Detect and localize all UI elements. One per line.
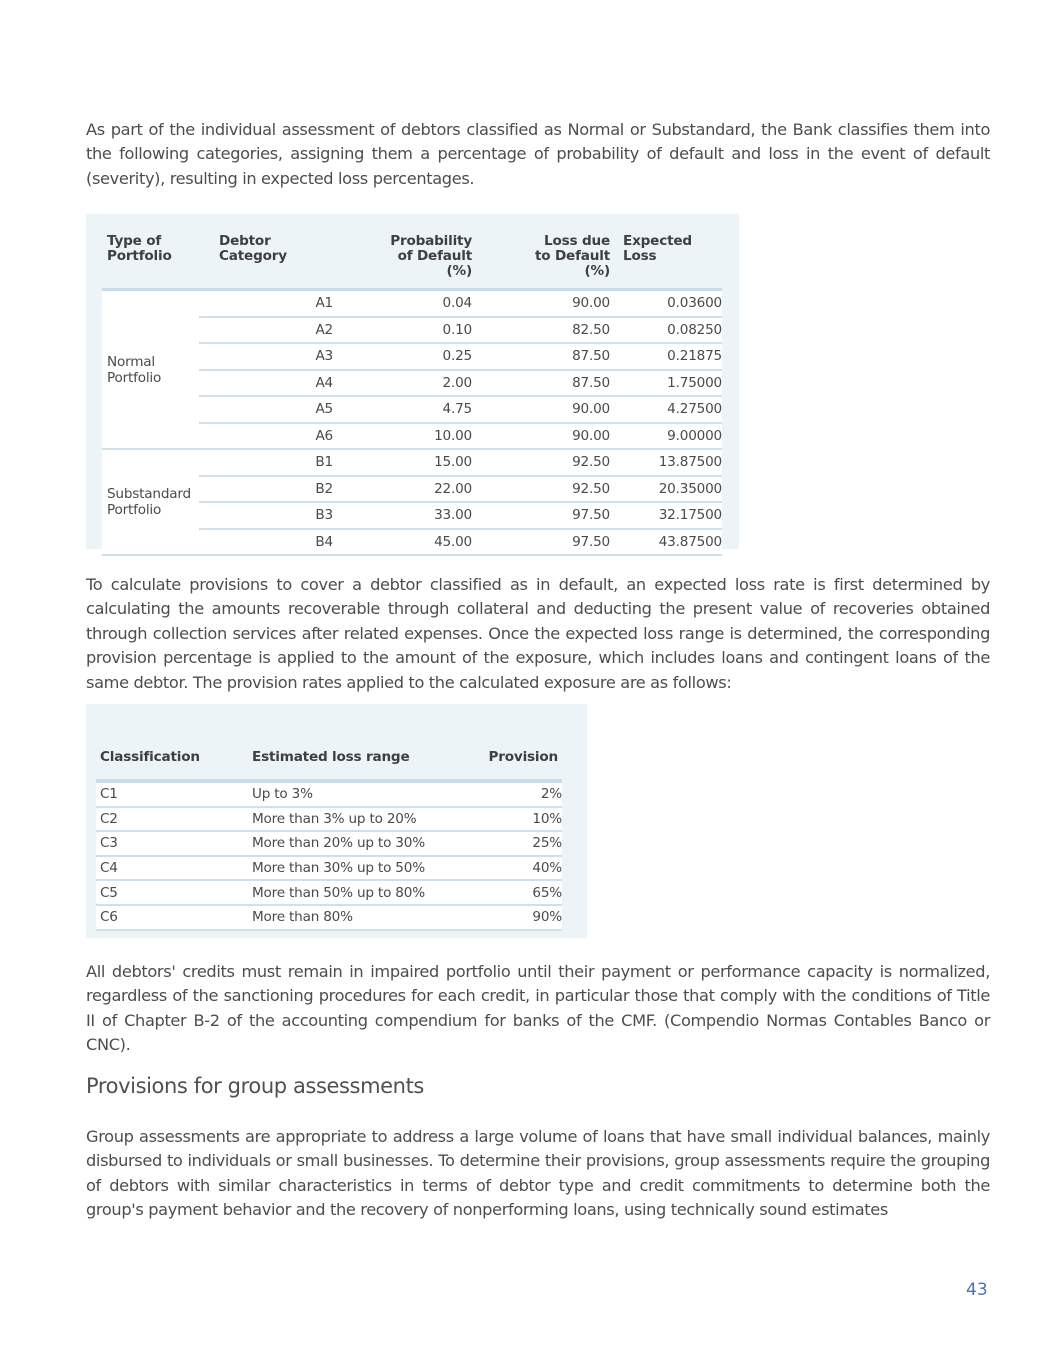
cell-range: More than 30% up to 50% [252,856,472,881]
default-provisions-paragraph: To calculate provisions to cover a debtor classified as in default, an expected loss rate is first determined by calculating the amounts recoverable through collateral and deducting the present value of recoveries obtained through collection services after related expenses. Once the expected loss range is determined, the corresponding provision percentage is applied to the amount of the exposure, which includes loans and contingent loans of the same debtor. The provision rates applied to the calculated exposure are as follows: [86,575,990,692]
cell-lgd: 97.50 [472,502,610,529]
cell-provision: 25% [472,831,562,856]
cell-pd: 0.04 [333,290,472,317]
cell-lgd: 90.00 [472,423,610,450]
cell-classification: C3 [96,831,252,856]
cell-el: 32.17500 [610,502,722,529]
cell-pd: 10.00 [333,423,472,450]
cell-lgd: 87.50 [472,370,610,397]
group-label-substandard: Substandard Portfolio [102,449,199,555]
cell-range: More than 3% up to 20% [252,807,472,832]
group-label-normal: Normal Portfolio [102,290,199,450]
cell-el: 0.08250 [610,317,722,344]
cell-lgd: 90.00 [472,290,610,317]
cell-category: A5 [199,396,333,423]
table-header-row [102,232,722,290]
cell-classification: C4 [96,856,252,881]
cell-category: A2 [199,317,333,344]
cell-classification: C6 [96,905,252,930]
cell-pd: 4.75 [333,396,472,423]
header-portfolio: Type of Portfolio [102,232,199,290]
cell-el: 13.87500 [610,449,722,476]
table-row [96,905,562,930]
cell-lgd: 92.50 [472,449,610,476]
intro-paragraph: As part of the individual assessment of debtors classified as Normal or Substandard, the Bank classifies them into the following categories, assigning them a percentage of probability of default and loss in the event of default (severity), resulting in expected loss percentages. [86,120,990,188]
cell-category: A6 [199,423,333,450]
cell-lgd: 92.50 [472,476,610,503]
cell-el: 0.21875 [610,343,722,370]
cell-classification: C2 [96,807,252,832]
header-classification: Classification [96,735,252,781]
impaired-portfolio-paragraph: All debtors' credits must remain in impaired portfolio until their payment or performance capacity is normalized, regardless of the sanctioning procedures for each credit, in particular those that comply with the conditions of Title II of Chapter B-2 of the accounting compendium for banks of the CMF. (Compendio Normas Contables Banco or CNC). [86,962,990,1055]
cell-el: 0.03600 [610,290,722,317]
cell-pd: 33.00 [333,502,472,529]
cell-pd: 0.25 [333,343,472,370]
table-row [102,290,722,317]
cell-pd: 22.00 [333,476,472,503]
cell-el: 43.87500 [610,529,722,556]
cell-range: More than 20% up to 30% [252,831,472,856]
table-row [96,880,562,905]
cell-pd: 2.00 [333,370,472,397]
cell-lgd: 90.00 [472,396,610,423]
page-number: 43 [966,1280,988,1300]
header-provision: Provision [472,735,562,781]
table-row [96,831,562,856]
cell-pd: 45.00 [333,529,472,556]
cell-el: 1.75000 [610,370,722,397]
cell-category: B1 [199,449,333,476]
cell-category: B4 [199,529,333,556]
cell-range: More than 50% up to 80% [252,880,472,905]
cell-pd: 0.10 [333,317,472,344]
table-row [96,807,562,832]
cell-provision: 10% [472,807,562,832]
cell-category: B3 [199,502,333,529]
cell-category: A3 [199,343,333,370]
cell-el: 9.00000 [610,423,722,450]
table-row [96,781,562,807]
cell-provision: 40% [472,856,562,881]
cell-classification: C5 [96,880,252,905]
table-row [102,449,722,476]
table-row [96,856,562,881]
cell-el: 4.27500 [610,396,722,423]
table-header-row [96,735,562,781]
cell-lgd: 97.50 [472,529,610,556]
cell-lgd: 82.50 [472,317,610,344]
header-range: Estimated loss range [252,735,472,781]
cell-range: More than 80% [252,905,472,930]
cell-el: 20.35000 [610,476,722,503]
header-el: Expected Loss [610,232,722,290]
cell-provision: 90% [472,905,562,930]
cell-category: B2 [199,476,333,503]
cell-pd: 15.00 [333,449,472,476]
cell-category: A4 [199,370,333,397]
section-heading: Provisions for group assessments [86,1074,424,1098]
header-category: Debtor Category [199,232,333,290]
debtor-categories-table [102,232,722,556]
cell-provision: 65% [472,880,562,905]
group-assessments-paragraph: Group assessments are appropriate to address a large volume of loans that have small individual balances, mainly disbursed to individuals or small businesses. To determine their provisions, group assessments require the grouping of debtors with similar characteristics in terms of debtor type and credit commitments to determine both the group's payment behavior and the recovery of nonperforming loans, using technically sound estimates [86,1127,990,1220]
header-lgd: Loss due to Default (%) [472,232,610,290]
provision-rates-table [96,735,562,931]
cell-category: A1 [199,290,333,317]
cell-provision: 2% [472,781,562,807]
cell-lgd: 87.50 [472,343,610,370]
cell-classification: C1 [96,781,252,807]
cell-range: Up to 3% [252,781,472,807]
header-pd: Probability of Default (%) [333,232,472,290]
